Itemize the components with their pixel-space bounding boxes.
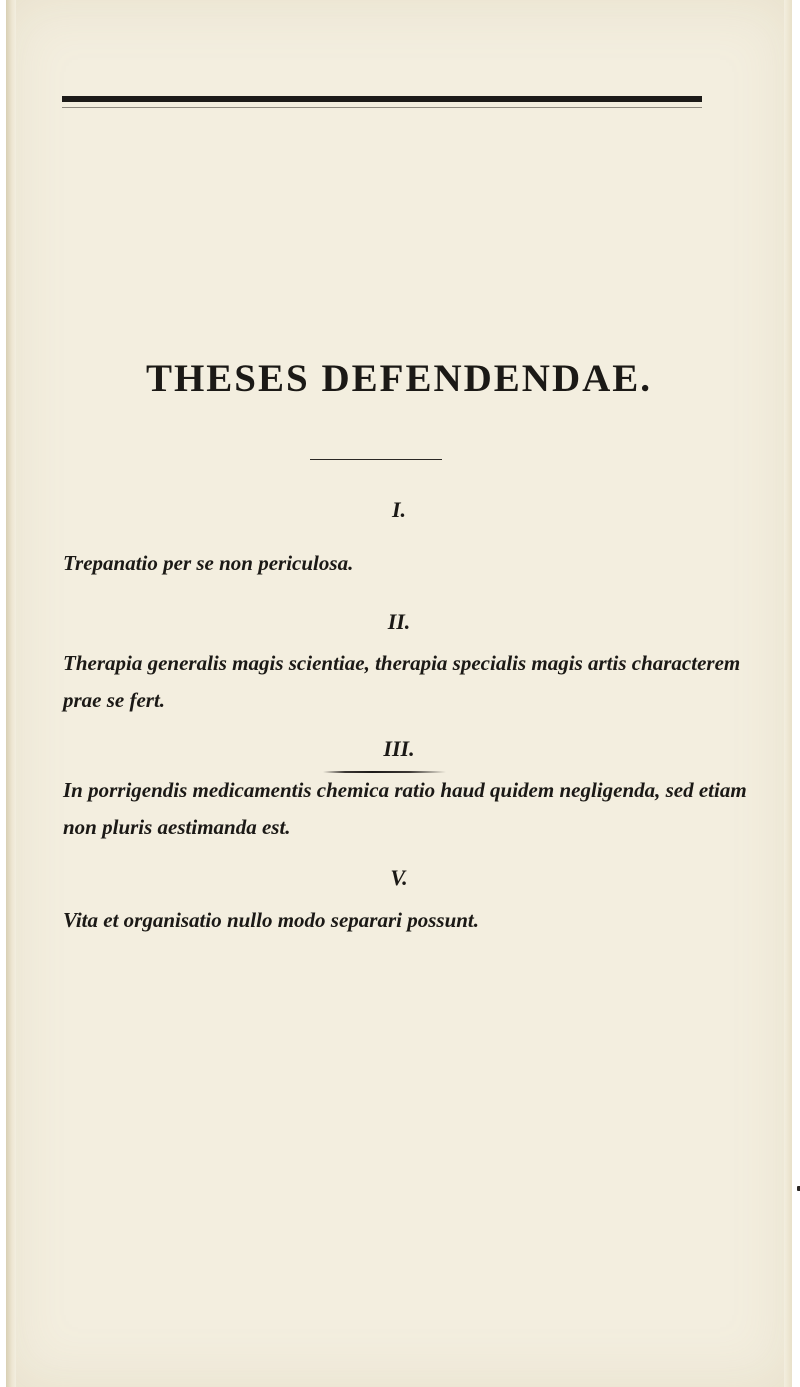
thesis-3-text: In porrigendis medicamentis chemica ratio haud quidem negligenda, sed etiam non pluris aestimanda est. [63,778,747,839]
header-rule-thin [62,107,702,108]
page-title: THESES DEFENDENDAE. [145,357,653,400]
thesis-4-numeral: V. [390,865,408,890]
header-rule-thick [62,96,702,102]
thesis-1-text: Trepanatio per se non periculosa. [63,551,354,575]
thesis-4-text: Vita et organisatio nullo modo separari possunt. [63,908,480,932]
thesis-2-numeral: II. [387,609,411,634]
page-edge-shadow [784,0,792,1387]
closing-ornament-rule [323,771,446,773]
thesis-3-numeral: III. [383,736,415,761]
page-spine-shadow [6,0,16,1387]
thesis-2-text: Therapia generalis magis scientiae, therapia specialis magis artis characterem prae se fert. [63,651,741,712]
title-divider [310,459,442,460]
document-page [6,0,792,1387]
thesis-1-numeral: I. [391,497,407,522]
